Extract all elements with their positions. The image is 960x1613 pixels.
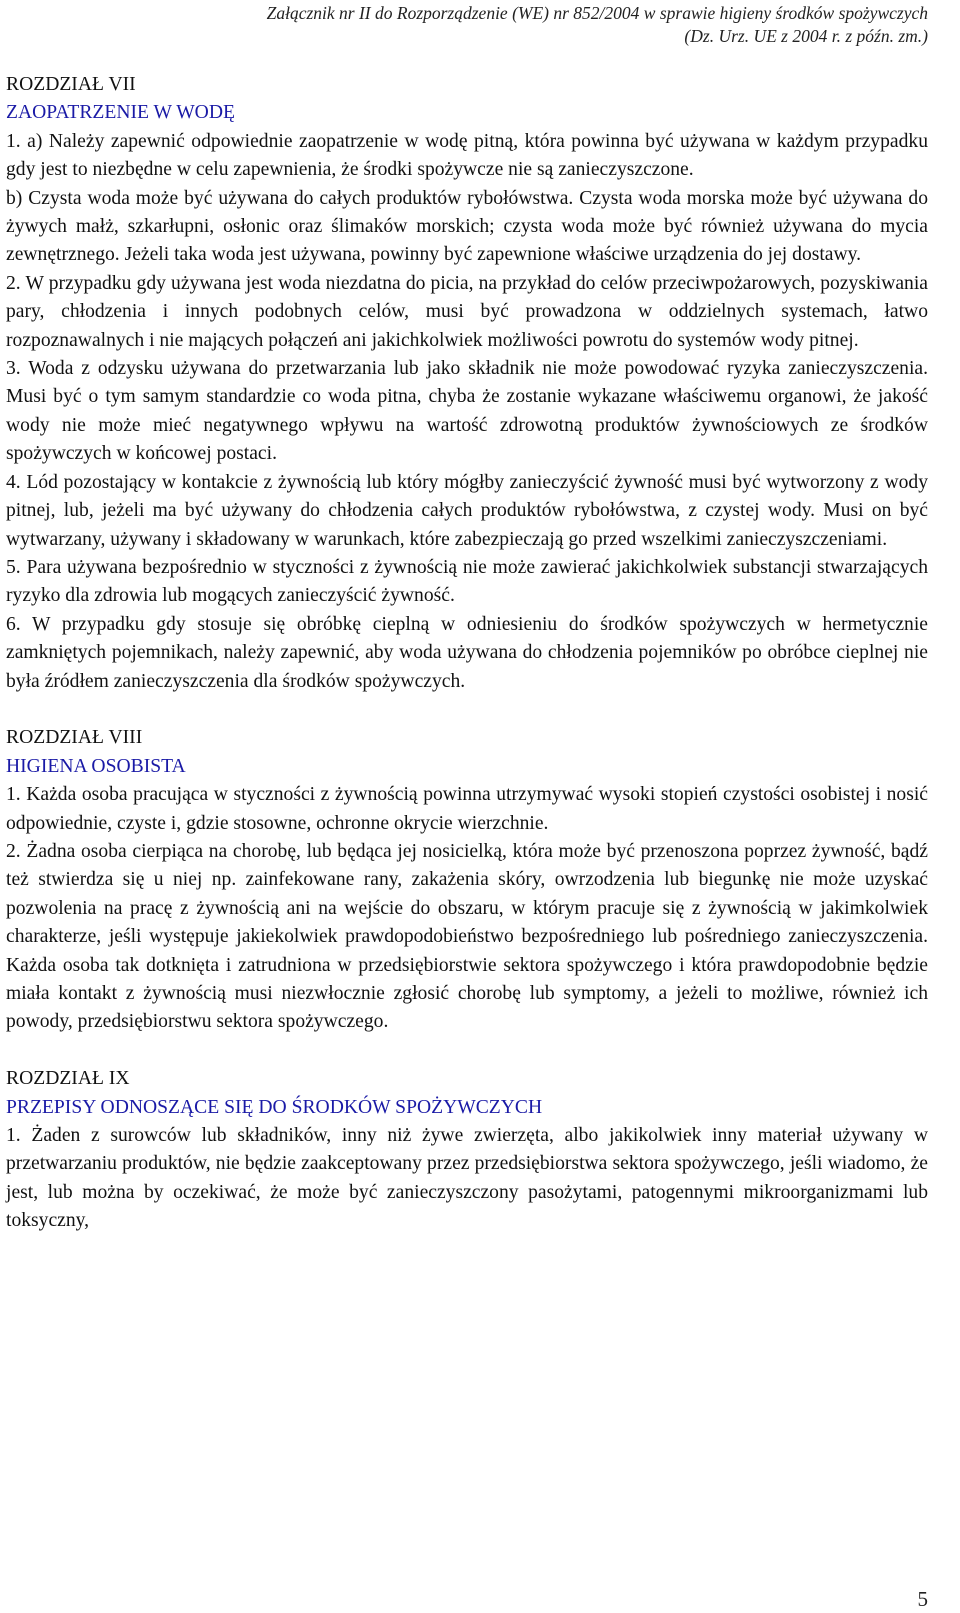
header-line-2: (Dz. Urz. UE z 2004 r. z późn. zm.)	[684, 26, 928, 46]
chapter-title: ZAOPATRZENIE W WODĘ	[6, 102, 235, 124]
paragraph: b) Czysta woda może być używana do całych produktów rybołówstwa. Czysta woda morska może być używana do żywych małż, szkarłupni, osłonic oraz ślimaków morskich; czysta woda może być również używana do mycia zewnętrznego. Jeżeli taka woda jest używana, powinny być zapewnione właściwe urządzenia do jej dostawy.	[6, 187, 928, 266]
paragraph: 3. Woda z odzysku używana do przetwarzania lub jako składnik nie może powodować ryzyka zanieczyszczenia. Musi być o tym samym standardzie co woda pitna, chyba że zostanie wykazane właściwemu organowi, że jakość wody nie może mieć negatywnego wpływu na wartość zdrowotną produktów żywnościowych ze środków spożywczych w końcowej postaci.	[6, 358, 928, 465]
header-line-1: Załącznik nr II do Rozporządzenie (WE) nr 852/2004 w sprawie higieny środków spożywczych	[266, 3, 928, 23]
paragraph: 1. a) Należy zapewnić odpowiednie zaopatrzenie w wodę pitną, która powinna być używana w każdym przypadku gdy jest to niezbędne w celu zapewnienia, że środki spożywcze nie są zanieczyszczone.	[6, 130, 928, 181]
paragraph: 4. Lód pozostający w kontakcie z żywnością lub który mógłby zanieczyścić żywność musi być wytworzony z wody pitnej, lub, jeżeli ma być używany do chłodzenia całych produktów rybołówstwa, z czystej wody. Musi on być wytwarzany, używany i składowany w warunkach, które zabezpieczają go przed wszelkimi zanieczyszczeniami.	[6, 471, 928, 550]
paragraph: 6. W przypadku gdy stosuje się obróbkę cieplną w odniesieniu do środków spożywczych w hermetycznie zamkniętych pojemnikach, należy zapewnić, aby woda używana do chłodzenia pojemników po obróbce cieplnej nie była źródłem zanieczyszczenia dla środków spożywczych.	[6, 613, 928, 692]
chapter-title: PRZEPISY ODNOSZĄCE SIĘ DO ŚRODKÓW SPOŻYWCZYCH	[6, 1096, 543, 1118]
chapter-ix	[6, 1065, 928, 1235]
paragraph: 1. Każda osoba pracująca w styczności z żywnością powinna utrzymywać wysoki stopień czystości osobistej i nosić odpowiednie, czyste i, gdzie stosowne, ochronne okrycie wierzchnie.	[6, 784, 928, 834]
paragraph: 2. Żadna osoba cierpiąca na chorobę, lub będąca jej nosicielką, która może być przenoszona poprzez żywność, bądź też stwierdza się u niej np. zainfekowane rany, zakażenia skóry, owrzodzenia lub biegunkę nie może uzyskać pozwolenia na pracę z żywnością ani na wejście do obszaru, w którym pracuje się z żywnością w jakimkolwiek charakterze, jeśli występuje jakiekolwiek prawdopodobieństwo bezpośredniego lub pośredniego zanieczyszczenia. Każda osoba tak dotknięta i zatrudniona w przedsiębiorstwie sektora spożywczego i która prawdopodobnie będzie miała kontakt z żywnością musi niezwłocznie zgłosić chorobę lub symptomy, a jeżeli to możliwe, również ich powody, przedsiębiorstwu sektora spożywczego.	[6, 840, 928, 1033]
page-number: 5	[917, 1587, 928, 1611]
chapter-label: ROZDZIAŁ IX	[6, 1068, 130, 1090]
document-body	[6, 71, 928, 1236]
chapter-vii	[6, 71, 928, 696]
chapter-label: ROZDZIAŁ VIII	[6, 727, 143, 749]
running-header	[267, 2, 928, 48]
paragraph: 2. W przypadku gdy używana jest woda niezdatna do picia, na przykład do celów przeciwpożarowych, pozyskiwania pary, chłodzenia i innych podobnych celów, musi być prowadzona w oddzielnych systemach, łatwo rozpoznawalnych i nie mających połączeń ani jakichkolwiek możliwości powrotu do systemów wody pitnej.	[6, 272, 928, 351]
chapter-title: HIGIENA OSOBISTA	[6, 755, 186, 777]
chapter-label: ROZDZIAŁ VII	[6, 74, 136, 95]
chapter-viii	[6, 724, 928, 1036]
paragraph: 5. Para używana bezpośrednio w styczności z żywnością nie może zawierać jakichkolwiek substancji stwarzających ryzyko dla zdrowia lub mogących zanieczyścić żywność.	[6, 556, 928, 607]
paragraph: 1. Żaden z surowców lub składników, inny niż żywe zwierzęta, albo jakikolwiek inny materiał używany w przetwarzaniu produktów, nie będzie zaakceptowany przez przedsiębiorstwa sektora spożywczego, jeśli wiadomo, że jest, lub można by oczekiwać, że może być zanieczyszczony pasożytami, patogennymi mikroorganizmami lub toksyczny,	[6, 1125, 928, 1232]
